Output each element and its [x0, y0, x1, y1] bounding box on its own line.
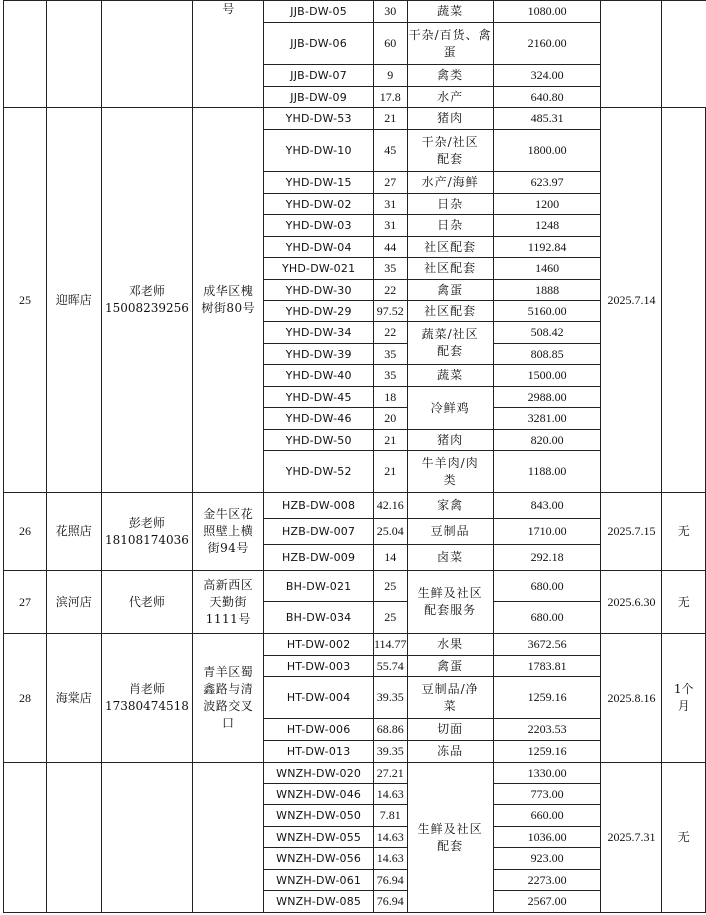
- area: 27: [373, 172, 407, 194]
- area: 9: [373, 65, 407, 87]
- amount: 324.00: [493, 65, 601, 87]
- area: 30: [373, 1, 407, 23]
- date-cell: 2025.8.16: [601, 634, 662, 763]
- amount: 5160.00: [493, 301, 601, 322]
- contact-cell: [101, 1, 193, 108]
- category: 干杂/社区配套: [407, 130, 493, 172]
- area: 31: [373, 194, 407, 215]
- category: 日杂: [407, 194, 493, 215]
- date-cell: 2025.7.31: [601, 763, 662, 913]
- amount: 923.00: [493, 848, 601, 870]
- contact-phone: 17380474518: [104, 699, 189, 713]
- category: 水产: [407, 87, 493, 108]
- area: 14.63: [373, 784, 407, 805]
- stall-code: BH-DW-034: [264, 602, 374, 634]
- contact-name: 代老师: [128, 594, 165, 609]
- stall-code: WNZH-DW-085: [264, 891, 374, 913]
- store-name-cell: 迎晖店: [46, 108, 101, 493]
- category: 冻品: [407, 741, 493, 763]
- amount: 1259.16: [493, 677, 601, 719]
- area: 76.94: [373, 870, 407, 891]
- store-name-cell: [46, 1, 101, 108]
- rental-table: [3, 0, 706, 913]
- amount: 1200: [493, 194, 601, 215]
- stall-code: WNZH-DW-050: [264, 805, 374, 827]
- amount: 2988.00: [493, 387, 601, 408]
- area: 60: [373, 23, 407, 65]
- stall-code: WNZH-DW-061: [264, 870, 374, 891]
- contact-name: 彭老师: [128, 515, 165, 530]
- area: 25.04: [373, 519, 407, 545]
- category: 牛羊肉/肉类: [407, 451, 493, 493]
- category: 禽类: [407, 65, 493, 87]
- table-row: [4, 493, 706, 519]
- amount: 1330.00: [493, 763, 601, 784]
- category: 社区配套: [407, 258, 493, 280]
- area: 39.35: [373, 677, 407, 719]
- amount: 808.85: [493, 344, 601, 365]
- address-cell: 青羊区蜀鑫路与清波路交叉口: [193, 634, 264, 763]
- stall-code: JJB-DW-06: [264, 23, 374, 65]
- category: 社区配套: [407, 301, 493, 322]
- stall-code: YHD-DW-03: [264, 215, 374, 237]
- table-row: [4, 634, 706, 656]
- stall-code: YHD-DW-15: [264, 172, 374, 194]
- stall-code: YHD-DW-52: [264, 451, 374, 493]
- stall-code: YHD-DW-50: [264, 430, 374, 451]
- address-cell: 号: [193, 1, 264, 108]
- category: 生鲜及社区配套服务: [407, 571, 493, 634]
- stall-code: HZB-DW-007: [264, 519, 374, 545]
- stall-code: YHD-DW-39: [264, 344, 374, 365]
- amount: 292.18: [493, 545, 601, 571]
- category: 干杂/百货、禽蛋: [407, 23, 493, 65]
- table-row: [4, 108, 706, 130]
- amount: 1259.16: [493, 741, 601, 763]
- note-cell: [662, 108, 706, 493]
- category: 禽蛋: [407, 280, 493, 301]
- address-cell: 高新西区天勤街1111号: [193, 571, 264, 634]
- amount: 2203.53: [493, 719, 601, 741]
- amount: 660.00: [493, 805, 601, 827]
- area: 114.77: [373, 634, 407, 656]
- amount: 640.80: [493, 87, 601, 108]
- note-cell: [662, 1, 706, 108]
- contact-cell: [101, 634, 193, 763]
- store-name-cell: 海棠店: [46, 634, 101, 763]
- stall-code: YHD-DW-021: [264, 258, 374, 280]
- stall-code: JJB-DW-05: [264, 1, 374, 23]
- stall-code: YHD-DW-04: [264, 237, 374, 258]
- date-cell: 2025.7.14: [601, 108, 662, 493]
- address-cell: [193, 763, 264, 913]
- area: 44: [373, 237, 407, 258]
- category: 豆制品/净菜: [407, 677, 493, 719]
- amount: 680.00: [493, 571, 601, 602]
- amount: 3672.56: [493, 634, 601, 656]
- stall-code: HT-DW-004: [264, 677, 374, 719]
- category: 社区配套: [407, 237, 493, 258]
- stall-code: HT-DW-003: [264, 656, 374, 677]
- address-cell: 成华区槐树街80号: [193, 108, 264, 493]
- amount: 820.00: [493, 430, 601, 451]
- no-cell: 28: [4, 634, 47, 763]
- area: 45: [373, 130, 407, 172]
- area: 68.86: [373, 719, 407, 741]
- amount: 2160.00: [493, 23, 601, 65]
- category: 卤菜: [407, 545, 493, 571]
- no-cell: 25: [4, 108, 47, 493]
- area: 21: [373, 430, 407, 451]
- area: 27.21: [373, 763, 407, 784]
- stall-code: WNZH-DW-046: [264, 784, 374, 805]
- amount: 2273.00: [493, 870, 601, 891]
- table-row: [4, 571, 706, 602]
- stall-code: JJB-DW-07: [264, 65, 374, 87]
- note-cell: 无: [662, 571, 706, 634]
- area: 21: [373, 451, 407, 493]
- table-row: [4, 1, 706, 23]
- amount: 508.42: [493, 322, 601, 344]
- area: 39.35: [373, 741, 407, 763]
- amount: 1192.84: [493, 237, 601, 258]
- no-cell: [4, 763, 47, 913]
- area: 25: [373, 571, 407, 602]
- category: 蔬菜/社区配套: [407, 322, 493, 365]
- contact-cell: [101, 108, 193, 493]
- stall-code: HZB-DW-009: [264, 545, 374, 571]
- stall-code: HT-DW-013: [264, 741, 374, 763]
- area: 42.16: [373, 493, 407, 519]
- amount: 1800.00: [493, 130, 601, 172]
- category: 家禽: [407, 493, 493, 519]
- stall-code: YHD-DW-02: [264, 194, 374, 215]
- area: 14.63: [373, 827, 407, 848]
- no-cell: [4, 1, 47, 108]
- stall-code: YHD-DW-34: [264, 322, 374, 344]
- area: 20: [373, 408, 407, 430]
- stall-code: WNZH-DW-055: [264, 827, 374, 848]
- area: 17.8: [373, 87, 407, 108]
- contact-name: 肖老师: [128, 682, 165, 696]
- stall-code: HT-DW-002: [264, 634, 374, 656]
- amount: 1188.00: [493, 451, 601, 493]
- store-name-cell: 滨河店: [46, 571, 101, 634]
- stall-code: WNZH-DW-020: [264, 763, 374, 784]
- stall-code: JJB-DW-09: [264, 87, 374, 108]
- stall-code: YHD-DW-29: [264, 301, 374, 322]
- amount: 680.00: [493, 602, 601, 634]
- stall-code: BH-DW-021: [264, 571, 374, 602]
- amount: 1888: [493, 280, 601, 301]
- amount: 485.31: [493, 108, 601, 130]
- stall-code: YHD-DW-10: [264, 130, 374, 172]
- amount: 1500.00: [493, 365, 601, 387]
- no-cell: 27: [4, 571, 47, 634]
- area: 14: [373, 545, 407, 571]
- contact-cell: [101, 571, 193, 634]
- contact-cell: [101, 493, 193, 571]
- area: 14.63: [373, 848, 407, 870]
- contact-phone: 18108174036: [104, 532, 189, 547]
- category: 蔬菜: [407, 365, 493, 387]
- amount: 1036.00: [493, 827, 601, 848]
- category: 禽蛋: [407, 656, 493, 677]
- category: 水果: [407, 634, 493, 656]
- area: 25: [373, 602, 407, 634]
- category: 水产/海鲜: [407, 172, 493, 194]
- amount: 1710.00: [493, 519, 601, 545]
- area: 22: [373, 322, 407, 344]
- category: 生鲜及社区配套: [407, 763, 493, 913]
- category: 冷鲜鸡: [407, 387, 493, 430]
- area: 21: [373, 108, 407, 130]
- date-cell: [601, 1, 662, 108]
- stall-code: HZB-DW-008: [264, 493, 374, 519]
- category: 猪肉: [407, 430, 493, 451]
- table-row: [4, 763, 706, 784]
- area: 7.81: [373, 805, 407, 827]
- category: 豆制品: [407, 519, 493, 545]
- amount: 1080.00: [493, 1, 601, 23]
- amount: 2567.00: [493, 891, 601, 913]
- note-cell: 1个月: [662, 634, 706, 763]
- category: 蔬菜: [407, 1, 493, 23]
- area: 35: [373, 344, 407, 365]
- area: 22: [373, 280, 407, 301]
- note-cell: 无: [662, 493, 706, 571]
- amount: 623.97: [493, 172, 601, 194]
- category: 切面: [407, 719, 493, 741]
- area: 76.94: [373, 891, 407, 913]
- date-cell: 2025.7.15: [601, 493, 662, 571]
- stall-code: YHD-DW-53: [264, 108, 374, 130]
- area: 18: [373, 387, 407, 408]
- amount: 1248: [493, 215, 601, 237]
- area: 97.52: [373, 301, 407, 322]
- address-cell: 金牛区花照壁上横街94号: [193, 493, 264, 571]
- contact-cell: [101, 763, 193, 913]
- store-name-cell: 花照店: [46, 493, 101, 571]
- amount: 843.00: [493, 493, 601, 519]
- stall-code: WNZH-DW-056: [264, 848, 374, 870]
- area: 55.74: [373, 656, 407, 677]
- area: 31: [373, 215, 407, 237]
- amount: 773.00: [493, 784, 601, 805]
- amount: 3281.00: [493, 408, 601, 430]
- date-cell: 2025.6.30: [601, 571, 662, 634]
- stall-code: YHD-DW-30: [264, 280, 374, 301]
- category: 日杂: [407, 215, 493, 237]
- amount: 1460: [493, 258, 601, 280]
- stall-code: HT-DW-006: [264, 719, 374, 741]
- contact-phone: 15008239256: [104, 301, 189, 315]
- note-cell: 无: [662, 763, 706, 913]
- area: 35: [373, 365, 407, 387]
- amount: 1783.81: [493, 656, 601, 677]
- contact-name: 邓老师: [128, 284, 165, 298]
- stall-code: YHD-DW-45: [264, 387, 374, 408]
- store-name-cell: [46, 763, 101, 913]
- stall-code: YHD-DW-40: [264, 365, 374, 387]
- no-cell: 26: [4, 493, 47, 571]
- category: 猪肉: [407, 108, 493, 130]
- stall-code: YHD-DW-46: [264, 408, 374, 430]
- area: 35: [373, 258, 407, 280]
